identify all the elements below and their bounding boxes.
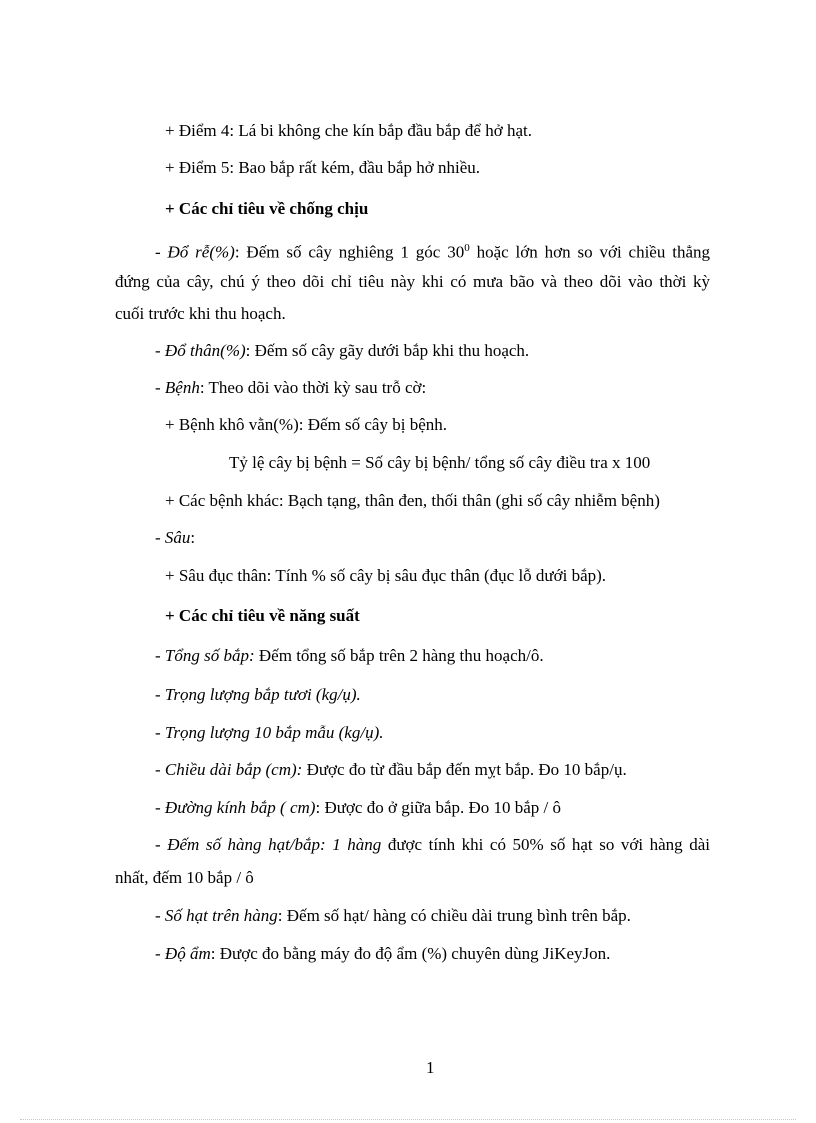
text-line — [165, 414, 447, 436]
text-line — [155, 905, 631, 927]
text-line — [155, 797, 561, 819]
text-line — [155, 722, 384, 744]
text-line — [155, 759, 627, 781]
dash: - — [155, 723, 165, 742]
heading-text: + Các chỉ tiêu về năng suất — [165, 606, 360, 625]
dash: - — [155, 798, 165, 817]
line-text: : Đếm số hạt/ hàng có chiều dài trung bình trên bắp. — [277, 906, 631, 925]
text-line — [155, 340, 529, 362]
item-label: Chiều dài bắp (cm): — [164, 760, 303, 779]
dash: - — [155, 944, 165, 963]
dash: - — [155, 528, 165, 547]
dash: - — [155, 378, 165, 397]
dash: - — [155, 685, 165, 704]
line-text: nhất, đếm 10 bắp / ô — [115, 868, 254, 887]
text-line — [155, 377, 426, 399]
line-text: + Sâu đục thân: Tính % số cây bị sâu đục thân (đục lỗ dưới bắp). — [165, 566, 607, 585]
line-text: : Được đo ở giữa bắp. Đo 10 bắp / ô — [315, 798, 562, 817]
line-text: : — [190, 528, 196, 547]
item-label: Đổ rễ(%) — [167, 242, 235, 262]
text-line — [155, 237, 710, 264]
text-line — [115, 271, 710, 293]
item-label: Độ ẩm — [164, 944, 211, 963]
dash: - — [155, 242, 168, 262]
line-text: + Các bệnh khác: Bạch tạng, thân đen, thối thân (ghi số cây nhiễm bệnh) — [165, 491, 660, 510]
item-label: Sâu — [164, 528, 191, 547]
text-line — [165, 490, 660, 512]
item-label: Số hạt trên hàng — [164, 906, 278, 925]
dash: - — [155, 760, 165, 779]
item-label: Trọng lượng bắp tươi (kg/ụ). — [164, 685, 361, 704]
superscript: 0 — [464, 242, 470, 254]
item-label: Đường kính bắp ( cm) — [164, 798, 316, 817]
line-text: : Theo dõi vào thời kỳ sau trỗ cờ: — [199, 378, 427, 397]
item-label: Bệnh — [164, 378, 200, 397]
line-text: Đếm tổng số bắp trên 2 hàng thu hoạch/ô. — [254, 646, 544, 665]
item-label: Đổ thân(%) — [164, 341, 246, 360]
line-text: cuối trước khi thu hoạch. — [115, 304, 286, 323]
item-label: Trọng lượng 10 bắp mẫu (kg/ụ). — [164, 723, 384, 742]
text-line — [155, 834, 710, 856]
page-number: 1 — [426, 1058, 435, 1077]
line-text: + Bệnh khô vằn(%): Đếm số cây bị bệnh. — [165, 415, 447, 434]
line-text: đứng của cây, chú ý theo dõi chỉ tiêu này khi có mưa bão và theo dõi vào thời kỳ — [115, 272, 710, 291]
text-line — [155, 527, 195, 549]
dash: - — [155, 906, 165, 925]
section-heading — [165, 198, 368, 220]
formula-line — [229, 452, 650, 474]
text-line — [165, 120, 532, 142]
dash: - — [155, 341, 165, 360]
item-label: Đếm số hàng hạt/bắp: 1 hàng — [167, 835, 382, 854]
text-line — [155, 684, 361, 706]
text-line — [115, 867, 254, 889]
text-line — [115, 303, 286, 325]
formula-text: Tỷ lệ cây bị bệnh = Số cây bị bệnh/ tổng số cây điều tra x 100 — [229, 453, 651, 472]
line-text: được tính khi có 50% số hạt so với hàng dài — [381, 835, 710, 854]
dash: - — [155, 835, 168, 854]
line-text: + Điểm 4: Lá bi không che kín bắp đầu bắp để hở hạt. — [165, 121, 532, 140]
item-label: Tổng số bắp: — [164, 646, 255, 665]
page-bottom-divider — [20, 1119, 796, 1120]
dash: - — [155, 646, 165, 665]
line-text: + Điểm 5: Bao bắp rất kém, đầu bắp hở nhiều. — [165, 158, 481, 177]
line-text: : Đếm số cây gãy dưới bắp khi thu hoạch. — [245, 341, 530, 360]
section-heading — [165, 605, 360, 627]
text-line — [155, 645, 544, 667]
text-line — [165, 565, 606, 587]
line-text: : Đếm số cây nghiêng 1 góc 30 — [234, 242, 465, 262]
text-line — [155, 943, 610, 965]
heading-text: + Các chỉ tiêu về chống chịu — [165, 199, 369, 218]
text-line — [165, 157, 480, 179]
line-text: hoặc lớn hơn so với chiều thẳng — [469, 242, 710, 262]
line-text: Được đo từ đầu bắp đến mỵt bắp. Đo 10 bắp/ụ. — [302, 760, 627, 779]
line-text: : Được đo bằng máy đo độ ẩm (%) chuyên dùng JiKeyJon. — [210, 944, 611, 963]
